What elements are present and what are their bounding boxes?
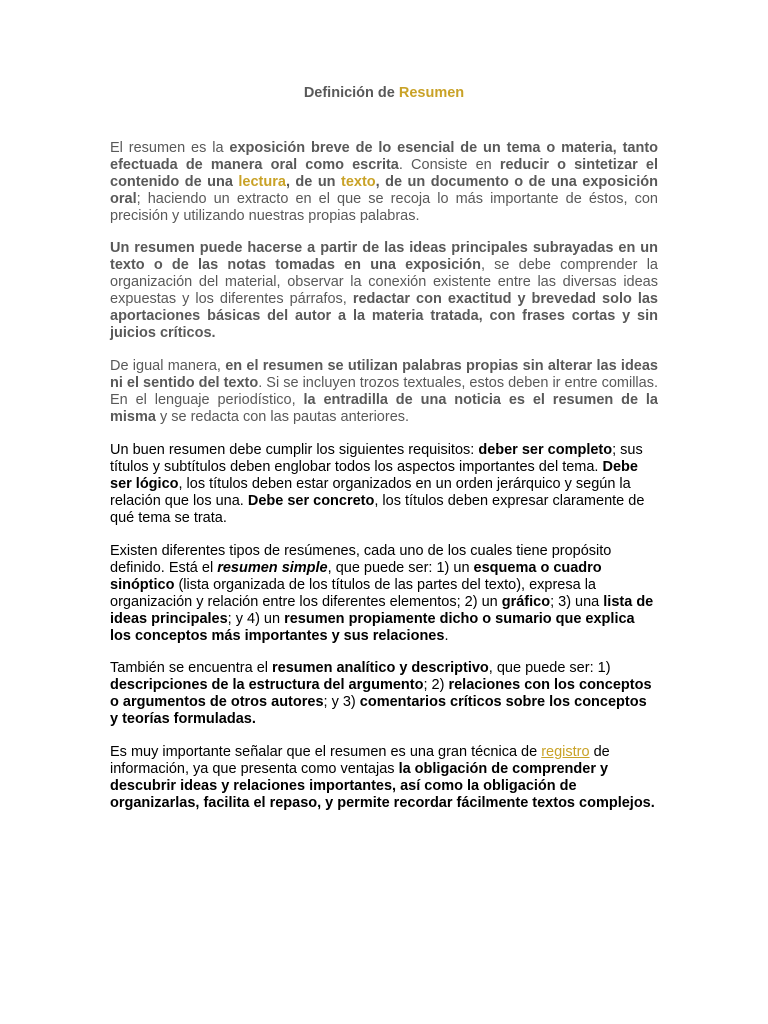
paragraph-how-to (110, 240, 658, 342)
link-registro[interactable]: registro (541, 744, 590, 760)
text-span: Es muy importante señalar que el resumen es una gran técnica de (110, 744, 542, 760)
text-span: (lista organizada de los títulos de las partes del texto), expresa la organización y relación entre los diferentes elementos; 2) un (110, 577, 596, 610)
bold-span: reducir o sintetizar el contenido de una (110, 157, 658, 190)
text-span: ; 3) una (550, 594, 604, 610)
page-title (0, 85, 768, 101)
bold-span: la entradilla de una noticia es el resumen de la misma (110, 392, 658, 425)
bold-span: resumen propiamente dicho o sumario que explica los conceptos más importantes y sus relaciones (110, 611, 635, 644)
paragraph-own-words (110, 358, 658, 426)
text-span: Un buen resumen debe cumplir los siguientes requisitos: (110, 442, 479, 458)
bold-span: la obligación de comprender y descubrir ideas y relaciones importantes, así como la obligación de organizarlas, facilita el repaso, y permite recordar fácilmente textos complejos. (110, 761, 655, 811)
text-span: , los títulos deben estar organizados en un orden jerárquico y según la relación que los una. (110, 476, 631, 509)
bold-span: lista de ideas principales (110, 594, 654, 627)
bold-span: comentarios críticos sobre los conceptos y teorías formuladas. (110, 694, 647, 727)
bold-span: , de un documento o de una exposición oral (110, 174, 659, 207)
text-span: Existen diferentes tipos de resúmenes, cada uno de los cuales tiene propósito definido. Está el (110, 543, 612, 576)
paragraph-types (110, 543, 658, 645)
bold-span: , de un (285, 174, 341, 190)
text-span: , que puede ser: 1) un (327, 560, 474, 576)
title-prefix: Definición de (303, 85, 399, 101)
text-span: , los títulos deben expresar claramente de qué tema se trata. (110, 493, 645, 526)
bold-span: Debe ser concreto (247, 493, 375, 509)
text-span: ; y 4) un (227, 611, 285, 627)
text-span: El resumen es la (110, 140, 230, 156)
bold-span: gráfico (501, 594, 551, 610)
bold-span: deber ser completo (478, 442, 613, 458)
text-span: ; haciendo un extracto en el que se recoja lo más importante de éstos, con precisión y utilizando nuestras propias palabras. (110, 191, 658, 224)
bold-span: resumen analítico y descriptivo (272, 660, 489, 676)
text-span: También se encuentra el (110, 660, 273, 676)
text-span: , se debe comprender la organización del material, observar la conexión existente entre las diversas ideas expuestas y los diferentes párrafos, (110, 257, 658, 307)
bold-italic-span: resumen simple (217, 560, 328, 576)
link-texto[interactable]: texto (341, 174, 376, 190)
title-highlight: Resumen (398, 85, 465, 101)
text-span: , que puede ser: 1) (488, 660, 611, 676)
text-span: ; 2) (423, 677, 449, 693)
text-span: ; y 3) (323, 694, 360, 710)
paragraph-importance (110, 744, 658, 812)
bold-span: esquema o cuadro sinóptico (110, 560, 602, 593)
text-span: De igual manera, (110, 358, 226, 374)
text-span: . (444, 628, 449, 644)
text-span: . Si se incluyen trozos textuales, estos deben ir entre comillas. En el lenguaje periodístico, (110, 375, 658, 408)
bold-span: descripciones de la estructura del argumento (110, 677, 424, 693)
bold-span: relaciones con los conceptos o argumentos de otros autores (110, 677, 652, 710)
text-span: y se redacta con las pautas anteriores. (155, 409, 410, 425)
bold-span: Un resumen puede hacerse a partir de las ideas principales subrayadas en un texto o de las notas tomadas en una exposición (110, 240, 658, 273)
paragraph-requirements (110, 442, 658, 527)
bold-span: Debe ser lógico (110, 459, 638, 492)
text-span: ; sus títulos y subtítulos deben englobar todos los aspectos importantes del tema. (110, 442, 643, 475)
paragraph-analytic (110, 660, 658, 728)
paragraph-definition (110, 140, 658, 225)
bold-span: en el resumen se utilizan palabras propias sin alterar las ideas ni el sentido del texto (110, 358, 658, 391)
text-span: de información, ya que presenta como ventajas (110, 744, 610, 777)
link-lectura[interactable]: lectura (238, 174, 286, 190)
bold-span: redactar con exactitud y brevedad solo las aportaciones básicas del autor a la materia tratada, con frases cortas y sin juicios críticos. (110, 291, 658, 341)
bold-span: exposición breve de lo esencial de un tema o materia, tanto efectuada de manera oral como escrita (110, 140, 658, 173)
text-span: . Consiste en (398, 157, 500, 173)
